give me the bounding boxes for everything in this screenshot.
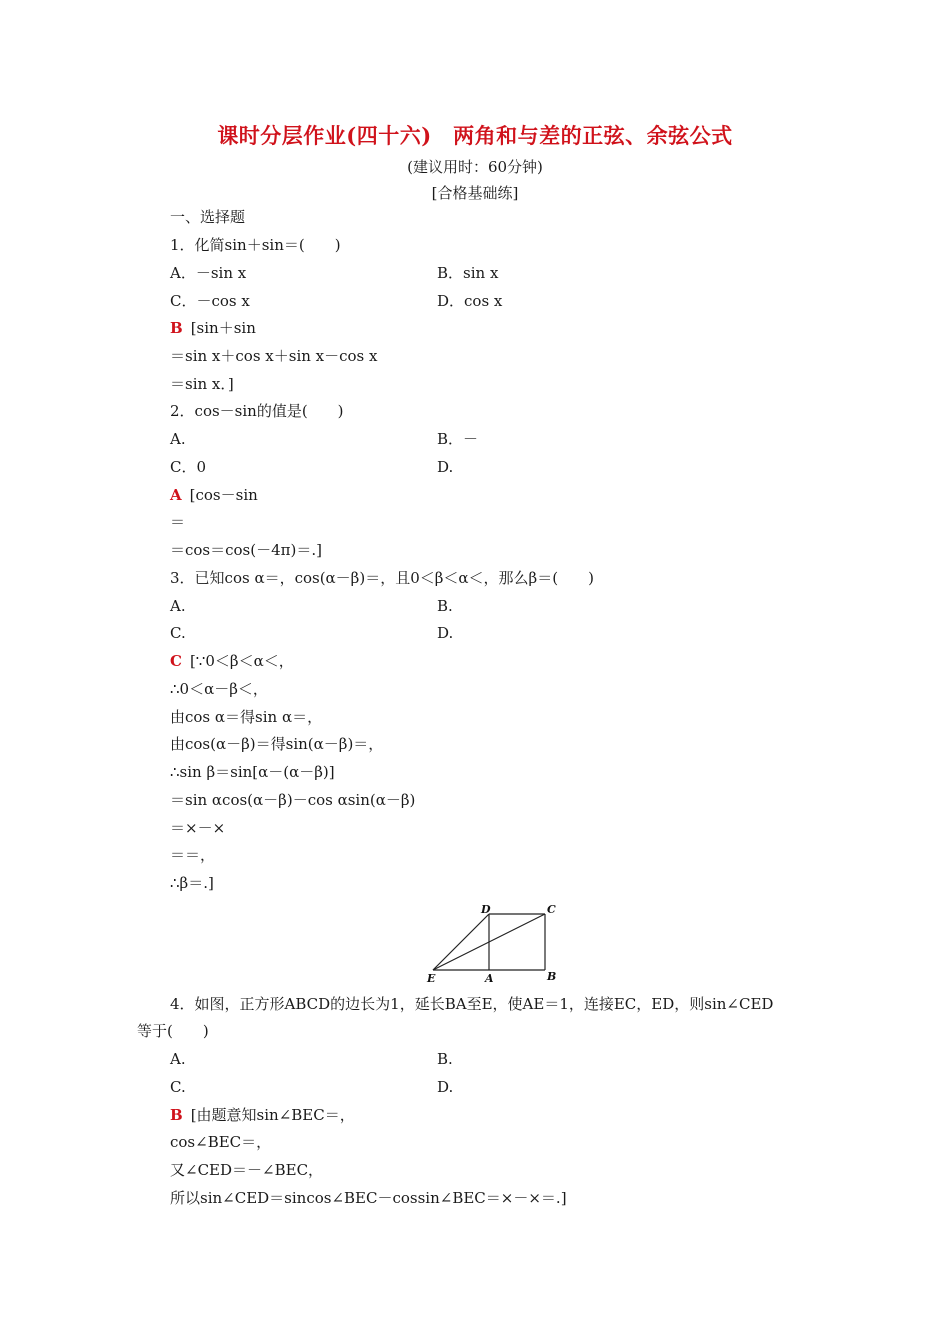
- q3-solution-line-4: 由cos(α－β)＝得sin(α－β)＝，: [170, 735, 384, 753]
- q1-stem: 1．化简sin＋sin＝( ): [170, 236, 341, 254]
- q2-solution-line-3: ＝cos＝cos(－4π)＝.]: [170, 541, 322, 559]
- q2-solution-line-1: [170, 485, 258, 505]
- q3-solution-line-5: ∴sin β＝sin[α－(α－β)]: [170, 763, 335, 781]
- line-ed: [433, 914, 489, 970]
- q1-solution-line-3: ＝sin x．]: [170, 375, 234, 393]
- page-title: 课时分层作业(四十六) 两角和与差的正弦、余弦公式: [217, 123, 733, 148]
- q4-stem-line-1: 4．如图，正方形ABCD的边长为1，延长BA至E，使AE＝1，连接EC，ED，则sin∠CED: [170, 995, 774, 1013]
- q4-solution-line-1: [170, 1105, 355, 1125]
- q4-option-a: A.: [170, 1050, 186, 1068]
- q1-solution-text: [sin＋sin: [190, 319, 256, 337]
- q3-option-c: C.: [170, 624, 186, 642]
- q1-option-b: B．sin x: [437, 264, 499, 282]
- q3-solution-line-9: ∴β＝.]: [170, 874, 214, 892]
- q3-option-a: A.: [170, 597, 186, 615]
- q4-answer: B: [170, 1106, 183, 1124]
- q2-option-b: B．－: [437, 430, 479, 448]
- q4-solution-line-3: 又∠CED＝－∠BEC，: [170, 1161, 324, 1179]
- q4-solution-text: [由题意知sin∠BEC＝，: [190, 1106, 355, 1124]
- q3-solution-line-3: 由cos α＝得sin α＝，: [170, 708, 323, 726]
- q2-answer: A: [170, 486, 182, 504]
- label-b: B: [547, 970, 557, 983]
- label-d: D: [481, 903, 491, 916]
- q3-solution-line-6: ＝sin αcos(α－β)－cos αsin(α－β): [170, 791, 416, 809]
- q4-solution-line-4: 所以sin∠CED＝sincos∠BEC－cossin∠BEC＝×－×＝.]: [170, 1189, 567, 1207]
- section-heading: 一、选择题: [170, 208, 246, 226]
- square-abcd-figure: [425, 903, 560, 983]
- q4-option-d: D.: [437, 1078, 454, 1096]
- q3-solution-line-2: ∴0＜α－β＜，: [170, 680, 268, 698]
- q3-stem: 3．已知cos α＝，cos(α－β)＝，且0＜β＜α＜，那么β＝( ): [170, 569, 594, 587]
- label-a: A: [485, 972, 494, 983]
- q3-solution-line-8: ＝＝，: [170, 846, 216, 864]
- q1-solution-line-1: [170, 318, 256, 338]
- q4-stem-line-2: 等于( ): [137, 1022, 209, 1040]
- label-e: E: [427, 972, 436, 983]
- q3-solution-line-7: ＝×－×: [170, 819, 226, 837]
- q4-option-c: C.: [170, 1078, 186, 1096]
- label-c: C: [547, 903, 556, 916]
- q3-solution-line-1: [170, 651, 294, 671]
- q2-option-d: D.: [437, 458, 454, 476]
- q1-option-d: D．cos x: [437, 292, 503, 310]
- q2-option-c: C．0: [170, 458, 207, 476]
- q4-solution-line-2: cos∠BEC＝，: [170, 1133, 272, 1151]
- section-tag: [合格基础练]: [431, 184, 519, 202]
- q3-solution-text: [∵0＜β＜α＜，: [189, 652, 294, 670]
- q1-answer: B: [170, 319, 183, 337]
- q3-option-b: B.: [437, 597, 453, 615]
- q1-option-c: C．－cos x: [170, 292, 250, 310]
- q1-option-a: A．－sin x: [170, 264, 247, 282]
- q3-answer: C: [170, 652, 182, 670]
- suggested-time: (建议用时：60分钟): [407, 158, 543, 176]
- q2-solution-text: [cos－sin: [189, 486, 258, 504]
- q2-stem: 2．cos－sin的值是( ): [170, 402, 344, 420]
- q1-solution-line-2: ＝sin x＋cos x＋sin x－cos x: [170, 347, 378, 365]
- q4-option-b: B.: [437, 1050, 453, 1068]
- q2-option-a: A.: [170, 430, 186, 448]
- q2-solution-line-2: ＝: [170, 513, 186, 531]
- q3-option-d: D.: [437, 624, 454, 642]
